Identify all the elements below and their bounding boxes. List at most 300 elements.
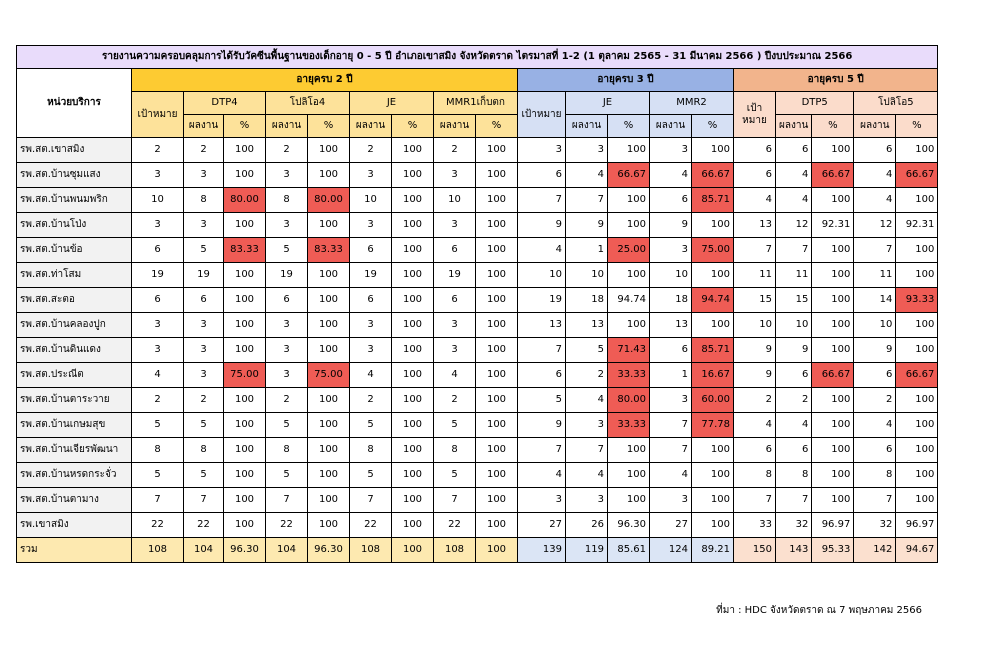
table-cell: 2 [734, 388, 776, 413]
table-cell: 1 [650, 363, 692, 388]
table-cell: 100 [224, 488, 266, 513]
table-cell: 100 [224, 213, 266, 238]
table-cell: 100 [476, 438, 518, 463]
table-cell: 12 [854, 213, 896, 238]
table-cell: 2 [132, 388, 184, 413]
table-cell: 100 [308, 513, 350, 538]
table-cell: 4 [854, 413, 896, 438]
table-cell: 100 [308, 463, 350, 488]
table-cell: 75.00 [692, 238, 734, 263]
table-cell: 94.74 [692, 288, 734, 313]
table-cell: 66.67 [812, 163, 854, 188]
table-cell: 3 [650, 388, 692, 413]
unit-name: รพ.สต.บ้านตามาง [17, 488, 132, 513]
table-cell: 100 [896, 388, 938, 413]
table-cell: 89.21 [692, 538, 734, 563]
table-cell: 2 [434, 388, 476, 413]
table-row [17, 413, 938, 438]
table-cell: 71.43 [608, 338, 650, 363]
table-cell: 3 [350, 163, 392, 188]
table-cell: 2 [434, 138, 476, 163]
target-header-age2: เป้าหมาย [132, 92, 184, 138]
table-cell: 6 [734, 438, 776, 463]
table-cell: 13 [566, 313, 608, 338]
table-row [17, 288, 938, 313]
table-cell: 4 [854, 163, 896, 188]
table-cell: 100 [476, 213, 518, 238]
table-cell: 10 [350, 188, 392, 213]
table-cell: 19 [350, 263, 392, 288]
pct-header: % [476, 115, 518, 138]
table-cell: 100 [392, 163, 434, 188]
table-cell: 7 [734, 238, 776, 263]
table-cell: 6 [854, 138, 896, 163]
result-header: ผลงาน [434, 115, 476, 138]
table-cell: 3 [184, 313, 224, 338]
table-cell: 100 [812, 238, 854, 263]
table-row [17, 438, 938, 463]
table-cell: 2 [854, 388, 896, 413]
table-cell: 100 [476, 488, 518, 513]
unit-name: รพ.สต.เขาสมิง [17, 138, 132, 163]
table-cell: 22 [434, 513, 476, 538]
table-cell: 11 [854, 263, 896, 288]
table-cell: 7 [518, 338, 566, 363]
table-cell: 96.30 [224, 538, 266, 563]
table-cell: 66.67 [608, 163, 650, 188]
table-cell: 2 [350, 138, 392, 163]
table-cell: 6 [854, 363, 896, 388]
unit-name: รพ.สต.บ้านหรดกระจั่ว [17, 463, 132, 488]
result-header: ผลงาน [184, 115, 224, 138]
table-cell: 22 [350, 513, 392, 538]
table-cell: 100 [308, 263, 350, 288]
table-cell: 22 [132, 513, 184, 538]
table-cell: 3 [434, 313, 476, 338]
pct-header: % [896, 115, 938, 138]
table-cell: 3 [132, 313, 184, 338]
table-cell: 100 [896, 438, 938, 463]
table-cell: 32 [776, 513, 812, 538]
table-cell: 119 [566, 538, 608, 563]
table-cell: 93.33 [896, 288, 938, 313]
table-cell: 100 [692, 313, 734, 338]
dtp5-header: DTP5 [776, 92, 854, 115]
table-cell: 139 [518, 538, 566, 563]
table-cell: 4 [776, 188, 812, 213]
table-cell: 6 [434, 238, 476, 263]
table-cell: 5 [266, 238, 308, 263]
table-cell: 6 [434, 288, 476, 313]
table-cell: 100 [308, 288, 350, 313]
table-cell: 10 [566, 263, 608, 288]
table-cell: 3 [266, 313, 308, 338]
unit-name: รพ.สต.ประณีต [17, 363, 132, 388]
table-cell: 100 [392, 138, 434, 163]
table-cell: 100 [224, 513, 266, 538]
table-row [17, 513, 938, 538]
table-cell: 6 [132, 238, 184, 263]
table-cell: 77.78 [692, 413, 734, 438]
table-cell: 100 [896, 338, 938, 363]
table-cell: 100 [812, 188, 854, 213]
table-cell: 83.33 [224, 238, 266, 263]
table-cell: 100 [392, 513, 434, 538]
table-cell: 100 [812, 138, 854, 163]
table-cell: 100 [896, 488, 938, 513]
table-cell: 3 [184, 338, 224, 363]
table-cell: 100 [392, 488, 434, 513]
table-cell: 6 [776, 438, 812, 463]
table-cell: 8 [854, 463, 896, 488]
table-cell: 9 [854, 338, 896, 363]
table-row [17, 263, 938, 288]
table-cell: 3 [434, 338, 476, 363]
table-cell: 3 [650, 488, 692, 513]
table-cell: 100 [608, 188, 650, 213]
table-cell: 10 [434, 188, 476, 213]
table-cell: 8 [266, 438, 308, 463]
unit-name: รพ.สต.บ้านดินแดง [17, 338, 132, 363]
unit-name: รพ.สต.บ้านพนมพริก [17, 188, 132, 213]
table-cell: 4 [734, 188, 776, 213]
table-cell: 2 [132, 138, 184, 163]
table-cell: 22 [266, 513, 308, 538]
vaccine-coverage-table [16, 45, 938, 563]
table-cell: 100 [608, 263, 650, 288]
table-cell: 108 [350, 538, 392, 563]
table-cell: 2 [566, 363, 608, 388]
table-cell: 7 [566, 188, 608, 213]
table-cell: 5 [266, 413, 308, 438]
table-cell: 94.74 [608, 288, 650, 313]
table-cell: 100 [476, 188, 518, 213]
table-cell: 3 [266, 213, 308, 238]
table-cell: 3 [650, 138, 692, 163]
table-cell: 4 [566, 463, 608, 488]
table-cell: 100 [224, 138, 266, 163]
table-cell: 100 [896, 188, 938, 213]
table-cell: 100 [812, 463, 854, 488]
table-cell: 19 [434, 263, 476, 288]
table-cell: 9 [518, 213, 566, 238]
table-cell: 100 [308, 438, 350, 463]
table-row [17, 238, 938, 263]
table-cell: 100 [224, 288, 266, 313]
table-cell: 104 [266, 538, 308, 563]
table-cell: 5 [266, 463, 308, 488]
target-header-age5: เป้าหมาย [734, 92, 776, 138]
table-cell: 3 [350, 338, 392, 363]
table-cell: 100 [608, 463, 650, 488]
table-cell: 100 [476, 513, 518, 538]
table-cell: 26 [566, 513, 608, 538]
table-cell: 2 [266, 388, 308, 413]
table-cell: 6 [734, 138, 776, 163]
table-cell: 8 [184, 188, 224, 213]
table-cell: 3 [184, 163, 224, 188]
table-cell: 3 [518, 488, 566, 513]
table-cell: 3 [566, 488, 608, 513]
table-cell: 6 [518, 363, 566, 388]
table-cell: 6 [650, 338, 692, 363]
unit-name: รพ.เขาสมิง [17, 513, 132, 538]
table-cell: 7 [566, 438, 608, 463]
table-row [17, 363, 938, 388]
table-cell: 7 [266, 488, 308, 513]
table-cell: 9 [566, 213, 608, 238]
table-cell: 100 [224, 463, 266, 488]
table-cell: 5 [434, 413, 476, 438]
table-cell: 100 [224, 313, 266, 338]
table-cell: 5 [350, 463, 392, 488]
table-cell: 18 [566, 288, 608, 313]
table-cell: 92.31 [812, 213, 854, 238]
table-cell: 33.33 [608, 413, 650, 438]
table-cell: 33 [734, 513, 776, 538]
table-cell: 66.67 [692, 163, 734, 188]
dtp4-header: DTP4 [184, 92, 266, 115]
table-cell: 100 [476, 138, 518, 163]
table-cell: 85.71 [692, 338, 734, 363]
table-cell: 3 [350, 213, 392, 238]
table-cell: 33.33 [608, 363, 650, 388]
table-cell: 100 [812, 338, 854, 363]
table-cell: 4 [518, 463, 566, 488]
table-cell: 3 [566, 138, 608, 163]
table-cell: 75.00 [308, 363, 350, 388]
table-cell: 100 [392, 363, 434, 388]
table-cell: 100 [308, 138, 350, 163]
table-cell: 96.97 [812, 513, 854, 538]
table-cell: 2 [266, 138, 308, 163]
table-cell: 7 [650, 438, 692, 463]
table-cell: 1 [566, 238, 608, 263]
table-cell: 9 [776, 338, 812, 363]
table-cell: 100 [224, 388, 266, 413]
table-cell: 3 [650, 238, 692, 263]
table-cell: 100 [476, 288, 518, 313]
table-cell: 4 [132, 363, 184, 388]
table-cell: 100 [608, 313, 650, 338]
table-row [17, 488, 938, 513]
table-row [17, 463, 938, 488]
table-cell: 15 [776, 288, 812, 313]
unit-name: รวม [17, 538, 132, 563]
table-cell: 95.33 [812, 538, 854, 563]
table-cell: 12 [776, 213, 812, 238]
result-header: ผลงาน [266, 115, 308, 138]
table-cell: 143 [776, 538, 812, 563]
table-cell: 19 [184, 263, 224, 288]
table-cell: 8 [434, 438, 476, 463]
table-cell: 100 [224, 338, 266, 363]
table-cell: 6 [350, 238, 392, 263]
table-cell: 3 [132, 213, 184, 238]
table-cell: 19 [266, 263, 308, 288]
table-cell: 7 [776, 238, 812, 263]
table-cell: 7 [350, 488, 392, 513]
table-row [17, 213, 938, 238]
unit-name: รพ.สต.บ้านตาระวาย [17, 388, 132, 413]
table-cell: 66.67 [896, 363, 938, 388]
table-cell: 100 [392, 263, 434, 288]
mmr2-header: MMR2 [650, 92, 734, 115]
table-cell: 13 [650, 313, 692, 338]
table-cell: 6 [776, 363, 812, 388]
table-row [17, 138, 938, 163]
table-cell: 4 [776, 413, 812, 438]
table-cell: 18 [650, 288, 692, 313]
unit-name: รพ.สต.ท่าโสม [17, 263, 132, 288]
table-cell: 100 [392, 338, 434, 363]
table-cell: 3 [266, 163, 308, 188]
table-cell: 7 [854, 238, 896, 263]
table-cell: 13 [734, 213, 776, 238]
table-cell: 9 [734, 363, 776, 388]
table-cell: 96.30 [308, 538, 350, 563]
table-cell: 100 [308, 488, 350, 513]
unit-name: รพ.สต.สะตอ [17, 288, 132, 313]
table-cell: 100 [308, 213, 350, 238]
table-cell: 66.67 [812, 363, 854, 388]
unit-name: รพ.สต.บ้านซุมแสง [17, 163, 132, 188]
table-cell: 3 [184, 363, 224, 388]
table-cell: 7 [518, 188, 566, 213]
table-cell: 5 [184, 413, 224, 438]
table-cell: 9 [734, 338, 776, 363]
table-row [17, 188, 938, 213]
table-cell: 4 [434, 363, 476, 388]
table-cell: 15 [734, 288, 776, 313]
table-cell: 7 [518, 438, 566, 463]
table-cell: 100 [896, 263, 938, 288]
table-cell: 75.00 [224, 363, 266, 388]
table-cell: 4 [650, 163, 692, 188]
table-cell: 9 [518, 413, 566, 438]
table-cell: 14 [854, 288, 896, 313]
table-cell: 5 [434, 463, 476, 488]
table-cell: 3 [132, 163, 184, 188]
table-cell: 104 [184, 538, 224, 563]
table-cell: 100 [392, 288, 434, 313]
table-cell: 6 [854, 438, 896, 463]
table-row [17, 163, 938, 188]
table-cell: 100 [392, 213, 434, 238]
unit-name: รพ.สต.บ้านโป่ง [17, 213, 132, 238]
table-cell: 100 [224, 413, 266, 438]
table-cell: 60.00 [692, 388, 734, 413]
table-cell: 3 [266, 338, 308, 363]
table-cell: 100 [392, 313, 434, 338]
table-cell: 8 [734, 463, 776, 488]
table-cell: 150 [734, 538, 776, 563]
table-cell: 6 [734, 163, 776, 188]
table-cell: 100 [308, 163, 350, 188]
table-cell: 100 [392, 463, 434, 488]
table-cell: 5 [184, 463, 224, 488]
age3-header: อายุครบ 3 ปี [518, 69, 734, 92]
mmr1-header: MMR1เก็บตก [434, 92, 518, 115]
table-cell: 7 [734, 488, 776, 513]
table-cell: 6 [776, 138, 812, 163]
table-cell: 100 [812, 413, 854, 438]
table-cell: 80.00 [608, 388, 650, 413]
pct-header: % [392, 115, 434, 138]
table-cell: 100 [476, 238, 518, 263]
table-cell: 96.97 [896, 513, 938, 538]
table-cell: 100 [308, 388, 350, 413]
table-cell: 100 [392, 238, 434, 263]
table-cell: 8 [266, 188, 308, 213]
table-cell: 3 [518, 138, 566, 163]
table-cell: 3 [434, 163, 476, 188]
table-cell: 7 [854, 488, 896, 513]
unit-name: รพ.สต.บ้านเจียรพัฒนา [17, 438, 132, 463]
result-header: ผลงาน [650, 115, 692, 138]
table-cell: 5 [566, 338, 608, 363]
table-cell: 5 [132, 463, 184, 488]
table-row [17, 313, 938, 338]
table-cell: 100 [392, 188, 434, 213]
table-cell: 100 [812, 438, 854, 463]
pct-header: % [812, 115, 854, 138]
table-cell: 108 [132, 538, 184, 563]
table-cell: 100 [476, 338, 518, 363]
table-cell: 8 [132, 438, 184, 463]
table-cell: 100 [476, 538, 518, 563]
table-cell: 6 [518, 163, 566, 188]
table-cell: 142 [854, 538, 896, 563]
pct-header: % [308, 115, 350, 138]
table-cell: 10 [518, 263, 566, 288]
table-cell: 25.00 [608, 238, 650, 263]
table-cell: 83.33 [308, 238, 350, 263]
table-cell: 100 [812, 288, 854, 313]
table-cell: 4 [566, 388, 608, 413]
table-cell: 10 [776, 313, 812, 338]
table-cell: 8 [350, 438, 392, 463]
table-cell: 100 [392, 388, 434, 413]
table-cell: 100 [812, 313, 854, 338]
table-cell: 10 [132, 188, 184, 213]
table-cell: 6 [132, 288, 184, 313]
table-cell: 100 [692, 138, 734, 163]
table-cell: 100 [476, 313, 518, 338]
result-header: ผลงาน [854, 115, 896, 138]
unit-name: รพ.สต.บ้านเกษมสุข [17, 413, 132, 438]
table-cell: 100 [896, 413, 938, 438]
table-cell: 100 [896, 238, 938, 263]
table-cell: 100 [476, 388, 518, 413]
table-cell: 92.31 [896, 213, 938, 238]
result-header: ผลงาน [776, 115, 812, 138]
table-cell: 19 [132, 263, 184, 288]
table-cell: 2 [184, 138, 224, 163]
table-cell: 100 [608, 213, 650, 238]
table-cell: 27 [650, 513, 692, 538]
table-cell: 85.71 [692, 188, 734, 213]
table-cell: 13 [518, 313, 566, 338]
table-cell: 19 [518, 288, 566, 313]
total-row [17, 538, 938, 563]
table-cell: 11 [734, 263, 776, 288]
table-cell: 22 [184, 513, 224, 538]
polio5-header: โปลิโอ5 [854, 92, 938, 115]
table-cell: 100 [812, 488, 854, 513]
table-cell: 5 [184, 238, 224, 263]
pct-header: % [692, 115, 734, 138]
